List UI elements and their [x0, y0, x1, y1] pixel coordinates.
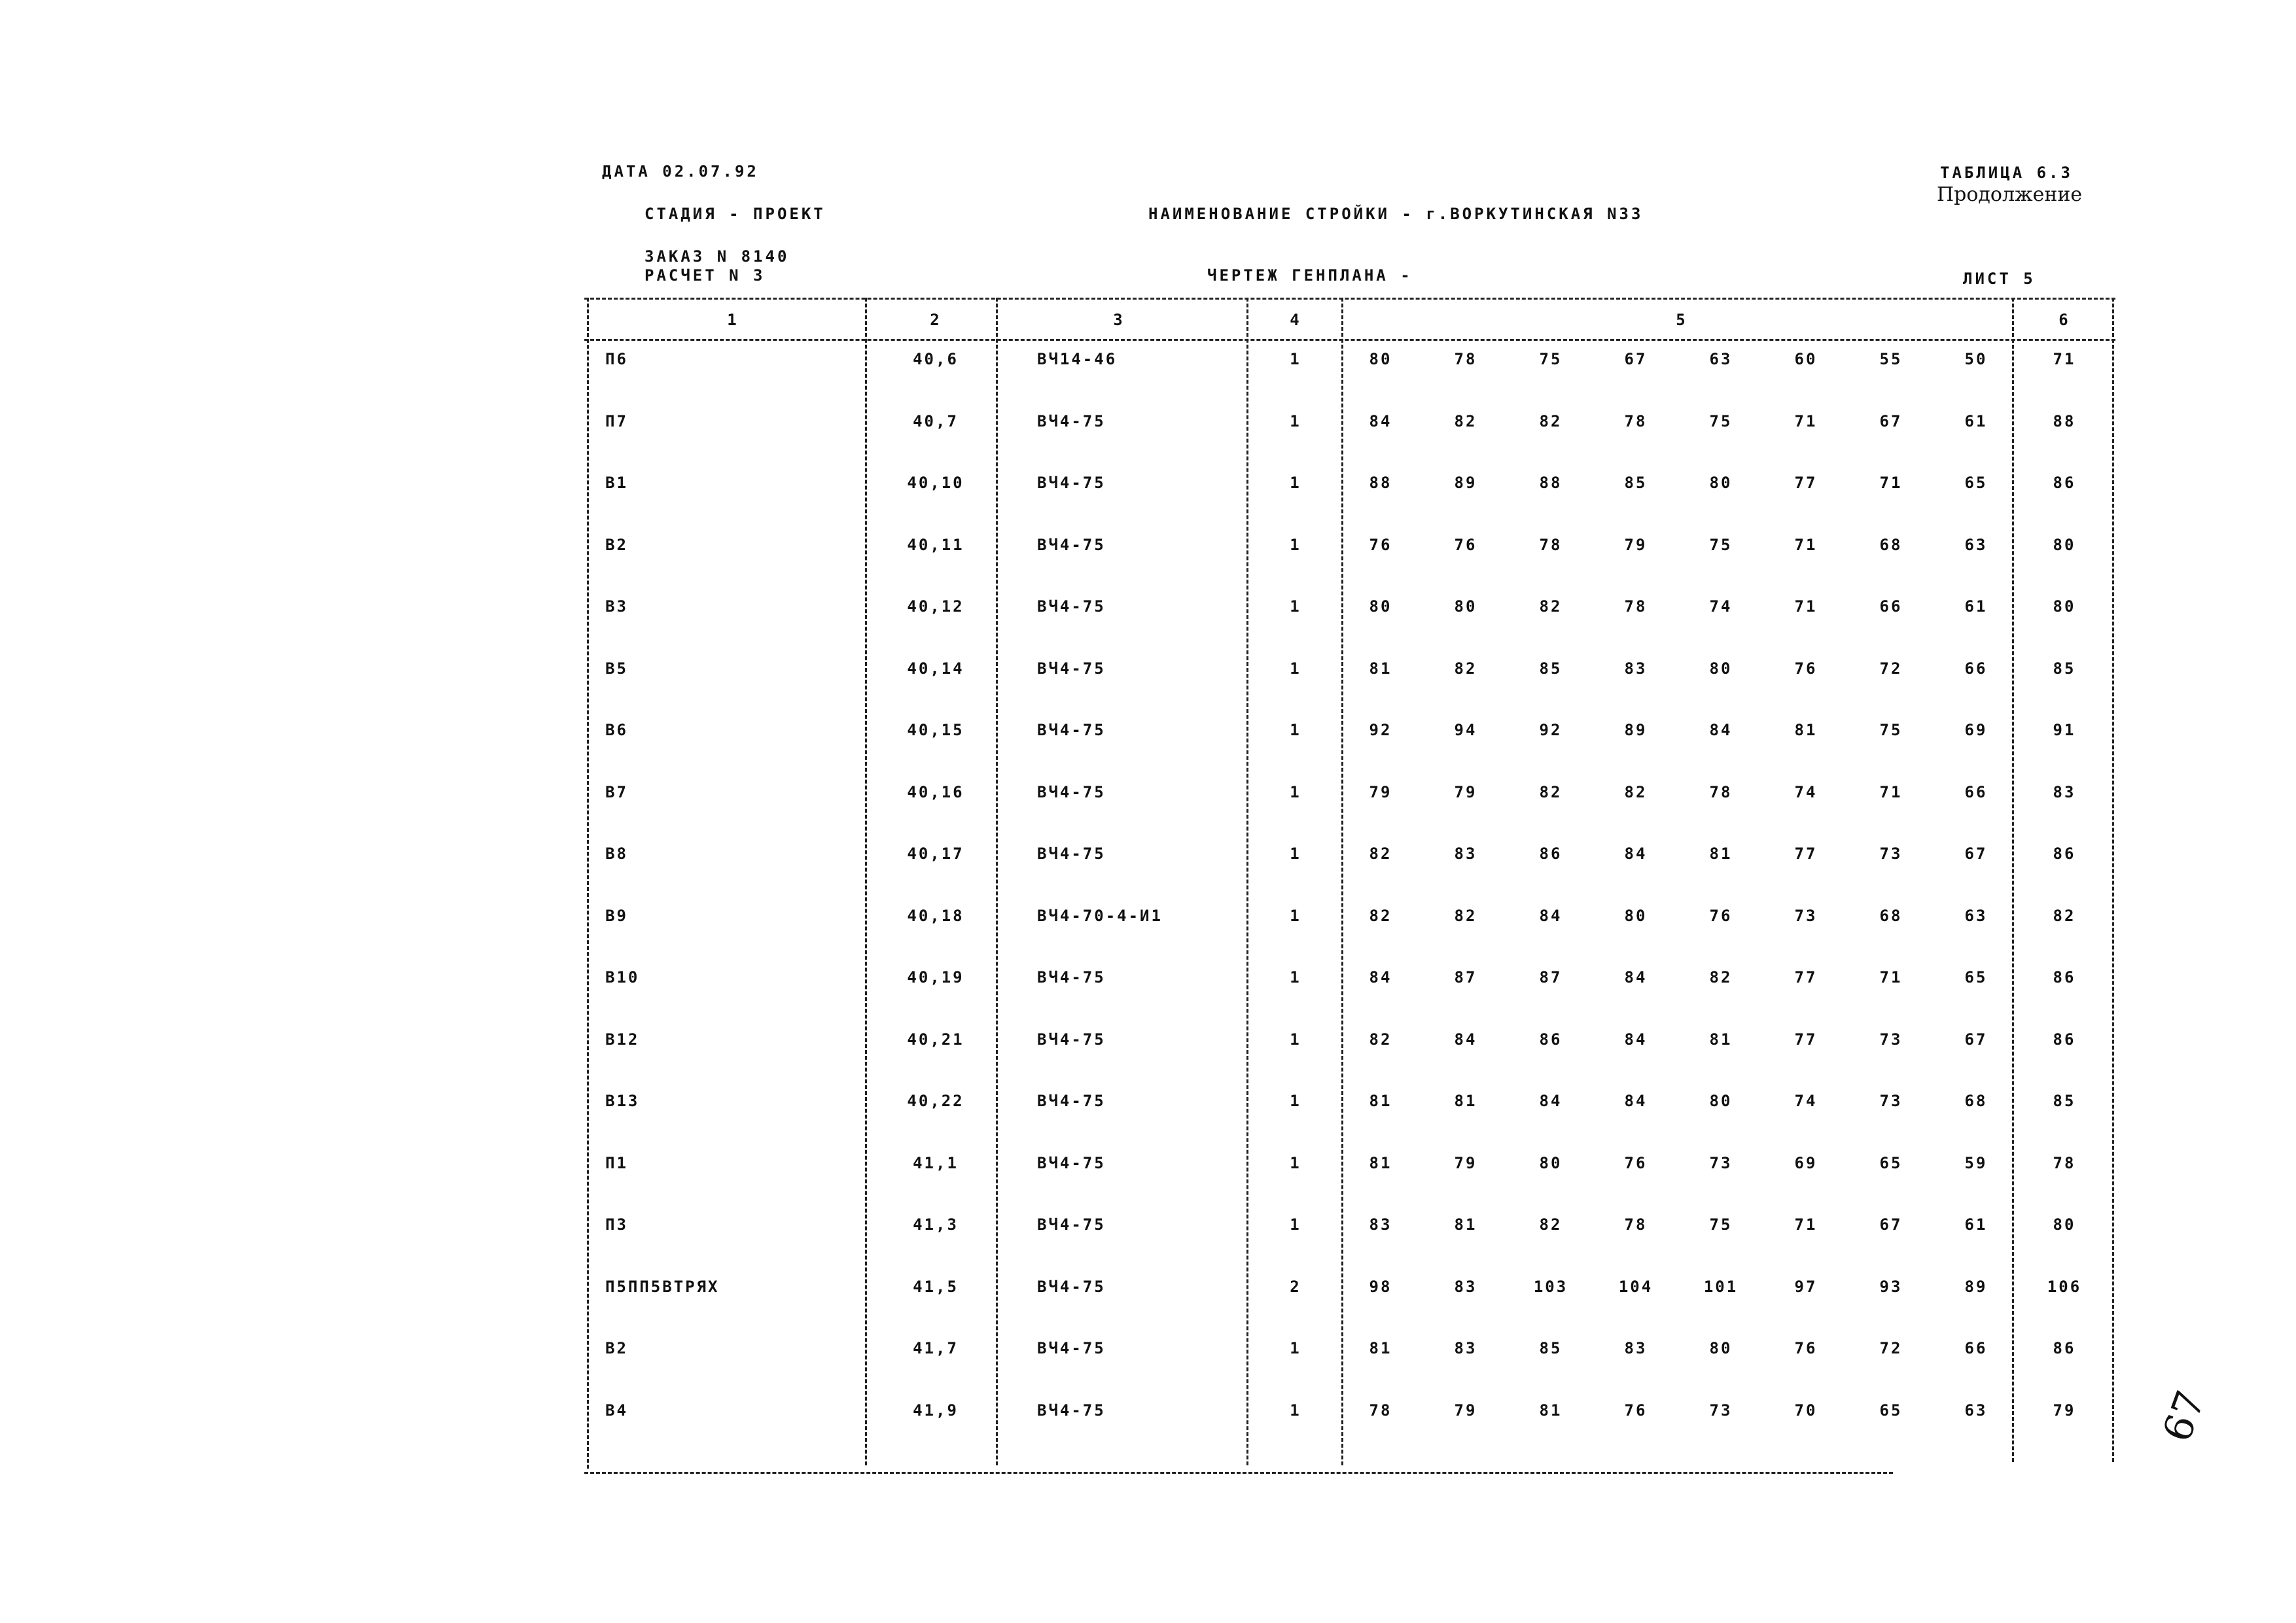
row-level-value: 73: [1709, 1401, 1733, 1420]
row-level-value: 65: [1879, 1401, 1903, 1420]
row-fan-type: ВЧ4-75: [1037, 1215, 1106, 1234]
row-level-value: 92: [1539, 721, 1563, 739]
row-level-value: 79: [1369, 783, 1392, 801]
row-coordinate: 41,1: [913, 1154, 959, 1172]
row-level-value: 79: [1624, 536, 1648, 554]
row-level-value: 71: [1794, 1215, 1818, 1234]
row-level-value: 66: [1964, 1339, 1988, 1357]
row-fan-type: ВЧ4-75: [1037, 1401, 1106, 1420]
row-level-value: 78: [1709, 783, 1733, 801]
row-level-value: 66: [1964, 783, 1988, 801]
row-level-value: 55: [1879, 350, 1903, 368]
row-level-value: 82: [1454, 412, 1477, 430]
row-level-value: 80: [1454, 597, 1477, 616]
row-level-value: 83: [1454, 845, 1477, 863]
row-level-value: 80: [1709, 659, 1733, 678]
row-level-value: 75: [1709, 536, 1733, 554]
row-level-value: 81: [1709, 845, 1733, 863]
row-fan-type: ВЧ4-75: [1037, 783, 1106, 801]
row-coordinate: 40,12: [907, 597, 964, 616]
row-total-level: 79: [2053, 1401, 2076, 1420]
row-level-value: 81: [1539, 1401, 1563, 1420]
row-coordinate: 40,6: [913, 350, 959, 368]
row-level-value: 77: [1794, 845, 1818, 863]
row-object-name: В10: [605, 968, 640, 986]
row-total-level: 78: [2053, 1154, 2076, 1172]
row-level-value: 61: [1964, 412, 1988, 430]
row-object-name: В13: [605, 1092, 640, 1110]
row-quantity: 1: [1290, 536, 1301, 554]
row-level-value: 82: [1709, 968, 1733, 986]
row-total-level: 85: [2053, 659, 2076, 678]
row-quantity: 1: [1290, 597, 1301, 616]
row-level-value: 84: [1454, 1030, 1477, 1049]
row-level-value: 79: [1454, 1154, 1477, 1172]
col-divider-4: [1341, 298, 1343, 1465]
row-quantity: 2: [1290, 1278, 1301, 1296]
row-level-value: 66: [1879, 597, 1903, 616]
row-level-value: 76: [1624, 1401, 1648, 1420]
row-level-value: 80: [1539, 1154, 1563, 1172]
row-coordinate: 40,16: [907, 783, 964, 801]
row-level-value: 75: [1709, 1215, 1733, 1234]
row-level-value: 75: [1539, 350, 1563, 368]
row-object-name: П1: [605, 1154, 628, 1172]
row-object-name: В6: [605, 721, 628, 739]
row-level-value: 60: [1794, 350, 1818, 368]
row-coordinate: 40,11: [907, 536, 964, 554]
row-object-name: П6: [605, 350, 628, 368]
table-header-border: [584, 339, 2115, 341]
row-level-value: 80: [1369, 597, 1392, 616]
row-level-value: 103: [1533, 1278, 1568, 1296]
row-total-level: 80: [2053, 597, 2076, 616]
row-level-value: 81: [1794, 721, 1818, 739]
row-quantity: 1: [1290, 350, 1301, 368]
row-object-name: П7: [605, 412, 628, 430]
row-coordinate: 41,5: [913, 1278, 959, 1296]
calculation-label: РАСЧЕТ N 3: [645, 266, 766, 285]
row-object-name: П5ПП5ВТРЯХ: [605, 1278, 720, 1296]
row-quantity: 1: [1290, 659, 1301, 678]
row-level-value: 92: [1369, 721, 1392, 739]
row-level-value: 78: [1624, 597, 1648, 616]
row-total-level: 86: [2053, 845, 2076, 863]
row-object-name: В7: [605, 783, 628, 801]
row-object-name: В12: [605, 1030, 640, 1049]
row-fan-type: ВЧ4-75: [1037, 536, 1106, 554]
row-level-value: 76: [1709, 907, 1733, 925]
row-quantity: 1: [1290, 1401, 1301, 1420]
row-level-value: 88: [1369, 474, 1392, 492]
table-left-border: [587, 298, 589, 1469]
row-fan-type: ВЧ4-75: [1037, 597, 1106, 616]
row-level-value: 84: [1709, 721, 1733, 739]
row-level-value: 67: [1879, 1215, 1903, 1234]
row-level-value: 76: [1454, 536, 1477, 554]
row-level-value: 87: [1454, 968, 1477, 986]
row-level-value: 94: [1454, 721, 1477, 739]
row-coordinate: 40,21: [907, 1030, 964, 1049]
row-level-value: 67: [1964, 1030, 1988, 1049]
row-object-name: В2: [605, 1339, 628, 1357]
row-total-level: 82: [2053, 907, 2076, 925]
col-header-5: 5: [1676, 311, 1687, 329]
row-coordinate: 40,17: [907, 845, 964, 863]
row-level-value: 75: [1709, 412, 1733, 430]
row-level-value: 73: [1879, 1030, 1903, 1049]
order-label: ЗАКАЗ N 8140: [645, 247, 790, 266]
row-level-value: 71: [1879, 474, 1903, 492]
row-fan-type: ВЧ4-75: [1037, 968, 1106, 986]
row-quantity: 1: [1290, 968, 1301, 986]
row-level-value: 73: [1794, 907, 1818, 925]
row-level-value: 83: [1624, 659, 1648, 678]
row-level-value: 81: [1369, 659, 1392, 678]
row-level-value: 77: [1794, 968, 1818, 986]
row-total-level: 80: [2053, 536, 2076, 554]
row-level-value: 84: [1624, 1030, 1648, 1049]
row-coordinate: 40,7: [913, 412, 959, 430]
row-level-value: 82: [1539, 783, 1563, 801]
row-level-value: 81: [1454, 1215, 1477, 1234]
row-level-value: 67: [1624, 350, 1648, 368]
row-level-value: 84: [1624, 968, 1648, 986]
col-header-6: 6: [2058, 311, 2070, 329]
row-object-name: В2: [605, 536, 628, 554]
row-level-value: 76: [1794, 659, 1818, 678]
row-level-value: 69: [1794, 1154, 1818, 1172]
row-quantity: 1: [1290, 412, 1301, 430]
row-coordinate: 40,15: [907, 721, 964, 739]
row-fan-type: ВЧ4-75: [1037, 474, 1106, 492]
row-quantity: 1: [1290, 1339, 1301, 1357]
margin-note: 67: [2154, 1385, 2215, 1448]
row-level-value: 78: [1539, 536, 1563, 554]
row-level-value: 73: [1879, 1092, 1903, 1110]
row-quantity: 1: [1290, 474, 1301, 492]
row-level-value: 81: [1369, 1154, 1392, 1172]
col-divider-2: [996, 298, 998, 1465]
row-level-value: 74: [1794, 783, 1818, 801]
row-level-value: 88: [1539, 474, 1563, 492]
row-level-value: 82: [1539, 597, 1563, 616]
row-level-value: 81: [1369, 1339, 1392, 1357]
table-bottom-border: [584, 1472, 1893, 1474]
row-fan-type: ВЧ14-46: [1037, 350, 1118, 368]
row-fan-type: ВЧ4-75: [1037, 1030, 1106, 1049]
row-level-value: 84: [1539, 1092, 1563, 1110]
col-header-2: 2: [930, 311, 942, 329]
row-level-value: 89: [1624, 721, 1648, 739]
row-level-value: 68: [1879, 536, 1903, 554]
row-level-value: 70: [1794, 1401, 1818, 1420]
row-level-value: 84: [1624, 1092, 1648, 1110]
col-divider-1: [865, 298, 867, 1465]
row-level-value: 83: [1454, 1339, 1477, 1357]
col-divider-3: [1246, 298, 1248, 1465]
row-quantity: 1: [1290, 1030, 1301, 1049]
row-level-value: 80: [1369, 350, 1392, 368]
row-quantity: 1: [1290, 845, 1301, 863]
row-quantity: 1: [1290, 1215, 1301, 1234]
row-level-value: 71: [1879, 968, 1903, 986]
row-level-value: 75: [1879, 721, 1903, 739]
row-level-value: 65: [1879, 1154, 1903, 1172]
row-level-value: 80: [1709, 1092, 1733, 1110]
row-total-level: 86: [2053, 1339, 2076, 1357]
row-object-name: В1: [605, 474, 628, 492]
row-level-value: 50: [1964, 350, 1988, 368]
row-level-value: 76: [1369, 536, 1392, 554]
row-total-level: 71: [2053, 350, 2076, 368]
row-level-value: 84: [1369, 968, 1392, 986]
row-level-value: 81: [1709, 1030, 1733, 1049]
row-coordinate: 40,19: [907, 968, 964, 986]
col-divider-5: [2012, 298, 2014, 1462]
row-level-value: 63: [1709, 350, 1733, 368]
table-label: ТАБЛИЦА 6.3: [1940, 164, 2073, 182]
table-top-border: [584, 298, 2115, 300]
row-coordinate: 40,18: [907, 907, 964, 925]
row-object-name: П3: [605, 1215, 628, 1234]
row-level-value: 63: [1964, 907, 1988, 925]
col-header-4: 4: [1290, 311, 1301, 329]
row-level-value: 67: [1879, 412, 1903, 430]
row-level-value: 82: [1454, 659, 1477, 678]
row-level-value: 82: [1539, 1215, 1563, 1234]
row-coordinate: 41,3: [913, 1215, 959, 1234]
row-quantity: 1: [1290, 721, 1301, 739]
row-level-value: 84: [1369, 412, 1392, 430]
row-level-value: 78: [1624, 412, 1648, 430]
row-quantity: 1: [1290, 1154, 1301, 1172]
row-level-value: 82: [1454, 907, 1477, 925]
row-level-value: 67: [1964, 845, 1988, 863]
row-level-value: 83: [1454, 1278, 1477, 1296]
row-level-value: 78: [1624, 1215, 1648, 1234]
row-level-value: 71: [1794, 597, 1818, 616]
row-level-value: 63: [1964, 536, 1988, 554]
row-object-name: В9: [605, 907, 628, 925]
row-level-value: 65: [1964, 474, 1988, 492]
row-total-level: 106: [2047, 1278, 2082, 1296]
col-header-3: 3: [1113, 311, 1125, 329]
row-level-value: 78: [1369, 1401, 1392, 1420]
sheet-label: ЛИСТ 5: [1963, 270, 2036, 288]
row-level-value: 77: [1794, 1030, 1818, 1049]
row-level-value: 63: [1964, 1401, 1988, 1420]
row-fan-type: ВЧ4-75: [1037, 1154, 1106, 1172]
row-level-value: 81: [1369, 1092, 1392, 1110]
row-level-value: 85: [1624, 474, 1648, 492]
row-level-value: 83: [1369, 1215, 1392, 1234]
row-level-value: 82: [1369, 845, 1392, 863]
row-level-value: 84: [1539, 907, 1563, 925]
row-level-value: 59: [1964, 1154, 1988, 1172]
row-level-value: 93: [1879, 1278, 1903, 1296]
row-level-value: 80: [1709, 1339, 1733, 1357]
row-level-value: 69: [1964, 721, 1988, 739]
row-level-value: 68: [1879, 907, 1903, 925]
row-level-value: 97: [1794, 1278, 1818, 1296]
row-coordinate: 41,9: [913, 1401, 959, 1420]
row-level-value: 82: [1539, 412, 1563, 430]
row-total-level: 86: [2053, 968, 2076, 986]
row-fan-type: ВЧ4-75: [1037, 845, 1106, 863]
row-fan-type: ВЧ4-70-4-И1: [1037, 907, 1163, 925]
row-level-value: 85: [1539, 659, 1563, 678]
row-level-value: 73: [1709, 1154, 1733, 1172]
row-coordinate: 40,10: [907, 474, 964, 492]
row-level-value: 83: [1624, 1339, 1648, 1357]
row-level-value: 71: [1794, 412, 1818, 430]
row-level-value: 74: [1709, 597, 1733, 616]
row-level-value: 89: [1964, 1278, 1988, 1296]
row-fan-type: ВЧ4-75: [1037, 721, 1106, 739]
row-level-value: 61: [1964, 597, 1988, 616]
row-level-value: 61: [1964, 1215, 1988, 1234]
row-level-value: 66: [1964, 659, 1988, 678]
row-level-value: 89: [1454, 474, 1477, 492]
row-level-value: 72: [1879, 1339, 1903, 1357]
drawing-label: ЧЕРТЕЖ ГЕНПЛАНА -: [1207, 266, 1413, 285]
row-level-value: 80: [1709, 474, 1733, 492]
row-quantity: 1: [1290, 783, 1301, 801]
col-header-1: 1: [727, 311, 739, 329]
date-label: ДАТА 02.07.92: [602, 162, 759, 181]
row-level-value: 82: [1624, 783, 1648, 801]
row-level-value: 65: [1964, 968, 1988, 986]
row-object-name: В8: [605, 845, 628, 863]
row-total-level: 91: [2053, 721, 2076, 739]
row-object-name: В3: [605, 597, 628, 616]
row-object-name: В5: [605, 659, 628, 678]
row-level-value: 71: [1879, 783, 1903, 801]
row-level-value: 76: [1624, 1154, 1648, 1172]
row-coordinate: 41,7: [913, 1339, 959, 1357]
row-level-value: 98: [1369, 1278, 1392, 1296]
row-level-value: 73: [1879, 845, 1903, 863]
row-fan-type: ВЧ4-75: [1037, 1092, 1106, 1110]
stage-label: СТАДИЯ - ПРОЕКТ: [645, 205, 826, 223]
table-right-border: [2112, 298, 2114, 1462]
row-fan-type: ВЧ4-75: [1037, 659, 1106, 678]
row-level-value: 77: [1794, 474, 1818, 492]
row-total-level: 86: [2053, 1030, 2076, 1049]
row-level-value: 104: [1618, 1278, 1653, 1296]
row-coordinate: 40,22: [907, 1092, 964, 1110]
row-level-value: 101: [1703, 1278, 1739, 1296]
row-total-level: 83: [2053, 783, 2076, 801]
row-level-value: 71: [1794, 536, 1818, 554]
row-level-value: 74: [1794, 1092, 1818, 1110]
continuation-label: Продолжение: [1937, 183, 2083, 206]
row-level-value: 68: [1964, 1092, 1988, 1110]
row-total-level: 85: [2053, 1092, 2076, 1110]
row-level-value: 82: [1369, 1030, 1392, 1049]
row-level-value: 72: [1879, 659, 1903, 678]
row-level-value: 86: [1539, 1030, 1563, 1049]
row-level-value: 84: [1624, 845, 1648, 863]
row-level-value: 76: [1794, 1339, 1818, 1357]
row-fan-type: ВЧ4-75: [1037, 1339, 1106, 1357]
row-level-value: 85: [1539, 1339, 1563, 1357]
row-level-value: 82: [1369, 907, 1392, 925]
row-level-value: 81: [1454, 1092, 1477, 1110]
row-fan-type: ВЧ4-75: [1037, 1278, 1106, 1296]
row-quantity: 1: [1290, 1092, 1301, 1110]
row-total-level: 80: [2053, 1215, 2076, 1234]
row-total-level: 86: [2053, 474, 2076, 492]
row-level-value: 80: [1624, 907, 1648, 925]
row-coordinate: 40,14: [907, 659, 964, 678]
row-level-value: 79: [1454, 783, 1477, 801]
row-level-value: 78: [1454, 350, 1477, 368]
row-quantity: 1: [1290, 907, 1301, 925]
row-fan-type: ВЧ4-75: [1037, 412, 1106, 430]
row-total-level: 88: [2053, 412, 2076, 430]
construction-name: НАИМЕНОВАНИЕ СТРОЙКИ - г.ВОРКУТИНСКАЯ N33: [1148, 205, 1644, 223]
row-level-value: 86: [1539, 845, 1563, 863]
row-level-value: 79: [1454, 1401, 1477, 1420]
row-level-value: 87: [1539, 968, 1563, 986]
row-object-name: В4: [605, 1401, 628, 1420]
